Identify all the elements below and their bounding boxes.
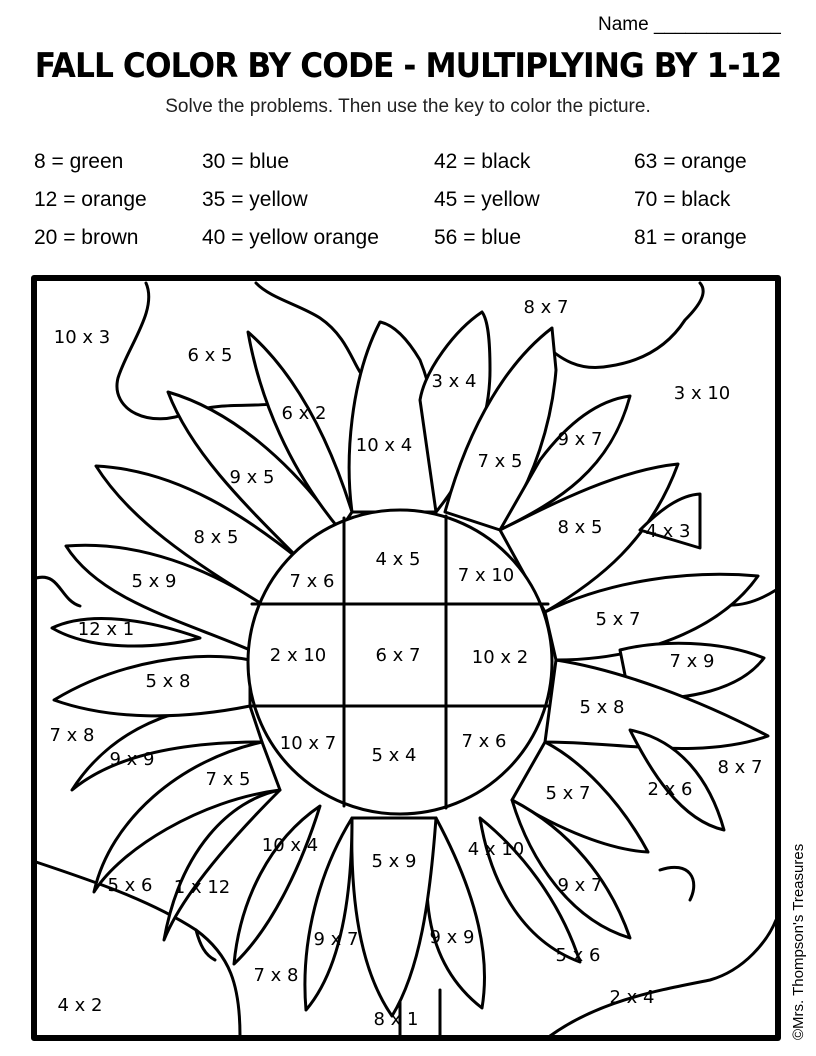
problem-label: 10 x 4 <box>355 435 413 456</box>
problem-label: 5 x 6 <box>107 875 153 896</box>
problem-label: 2 x 6 <box>647 779 693 800</box>
problem-label: 9 x 7 <box>313 929 359 950</box>
problem-label: 9 x 5 <box>229 467 275 488</box>
problem-label: 3 x 4 <box>431 371 477 392</box>
problem-label: 7 x 9 <box>669 651 715 672</box>
problem-label: 7 x 5 <box>205 769 251 790</box>
problem-label: 9 x 9 <box>429 927 475 948</box>
name-field[interactable]: Name ____________ <box>598 14 781 35</box>
key-item: 70 = black <box>634 188 731 211</box>
problem-label: 10 x 4 <box>261 835 319 856</box>
problem-label: 4 x 3 <box>645 521 691 542</box>
copyright-credit: ©Mrs. Thompson's Treasures <box>790 843 807 1040</box>
key-item: 35 = yellow <box>202 188 308 211</box>
problem-label: 10 x 3 <box>53 327 111 348</box>
problem-label: 9 x 7 <box>557 429 603 450</box>
instructions: Solve the problems. Then use the key to color the picture. <box>165 96 651 117</box>
key-item: 45 = yellow <box>434 188 540 211</box>
problem-label: 7 x 6 <box>461 731 507 752</box>
problem-label: 4 x 2 <box>57 995 103 1016</box>
key-item: 30 = blue <box>202 150 289 173</box>
problem-label: 2 x 10 <box>269 645 327 666</box>
problem-label: 10 x 7 <box>279 733 337 754</box>
problem-label: 5 x 9 <box>131 571 177 592</box>
problem-label: 9 x 7 <box>557 875 603 896</box>
problem-label: 6 x 7 <box>375 645 421 666</box>
problem-label: 10 x 2 <box>471 647 529 668</box>
problem-label: 4 x 5 <box>375 549 421 570</box>
problem-label: 7 x 6 <box>289 571 335 592</box>
problem-label: 8 x 5 <box>193 527 239 548</box>
key-item: 56 = blue <box>434 226 521 249</box>
problem-label: 5 x 6 <box>555 945 601 966</box>
problem-label: 5 x 8 <box>579 697 625 718</box>
problem-label: 6 x 5 <box>187 345 233 366</box>
key-item: 42 = black <box>434 150 531 173</box>
key-item: 63 = orange <box>634 150 747 173</box>
problem-label: 7 x 5 <box>477 451 523 472</box>
problem-label: 1 x 12 <box>173 877 231 898</box>
problem-label: 8 x 5 <box>557 517 603 538</box>
key-item: 12 = orange <box>34 188 147 211</box>
problem-label: 5 x 7 <box>545 783 591 804</box>
problem-label: 5 x 8 <box>145 671 191 692</box>
problem-label: 7 x 10 <box>457 565 515 586</box>
problem-label: 5 x 7 <box>595 609 641 630</box>
key-item: 20 = brown <box>34 226 139 249</box>
problem-label: 12 x 1 <box>77 619 135 640</box>
petal[interactable] <box>352 818 436 1016</box>
problem-label: 5 x 9 <box>371 851 417 872</box>
key-item: 81 = orange <box>634 226 747 249</box>
problem-label: 6 x 2 <box>281 403 327 424</box>
problem-label: 4 x 10 <box>467 839 525 860</box>
problem-label: 2 x 4 <box>609 987 655 1008</box>
problem-label: 3 x 10 <box>673 383 731 404</box>
problem-label: 7 x 8 <box>49 725 95 746</box>
problem-label: 8 x 7 <box>717 757 763 778</box>
problem-label: 5 x 4 <box>371 745 417 766</box>
key-item: 40 = yellow orange <box>202 226 379 249</box>
page-title: FALL COLOR BY CODE - MULTIPLYING BY 1-12 <box>34 46 782 86</box>
problem-label: 8 x 7 <box>523 297 569 318</box>
problem-label: 8 x 1 <box>373 1009 419 1030</box>
key-item: 8 = green <box>34 150 124 173</box>
problem-label: 7 x 8 <box>253 965 299 986</box>
problem-label: 9 x 9 <box>109 749 155 770</box>
